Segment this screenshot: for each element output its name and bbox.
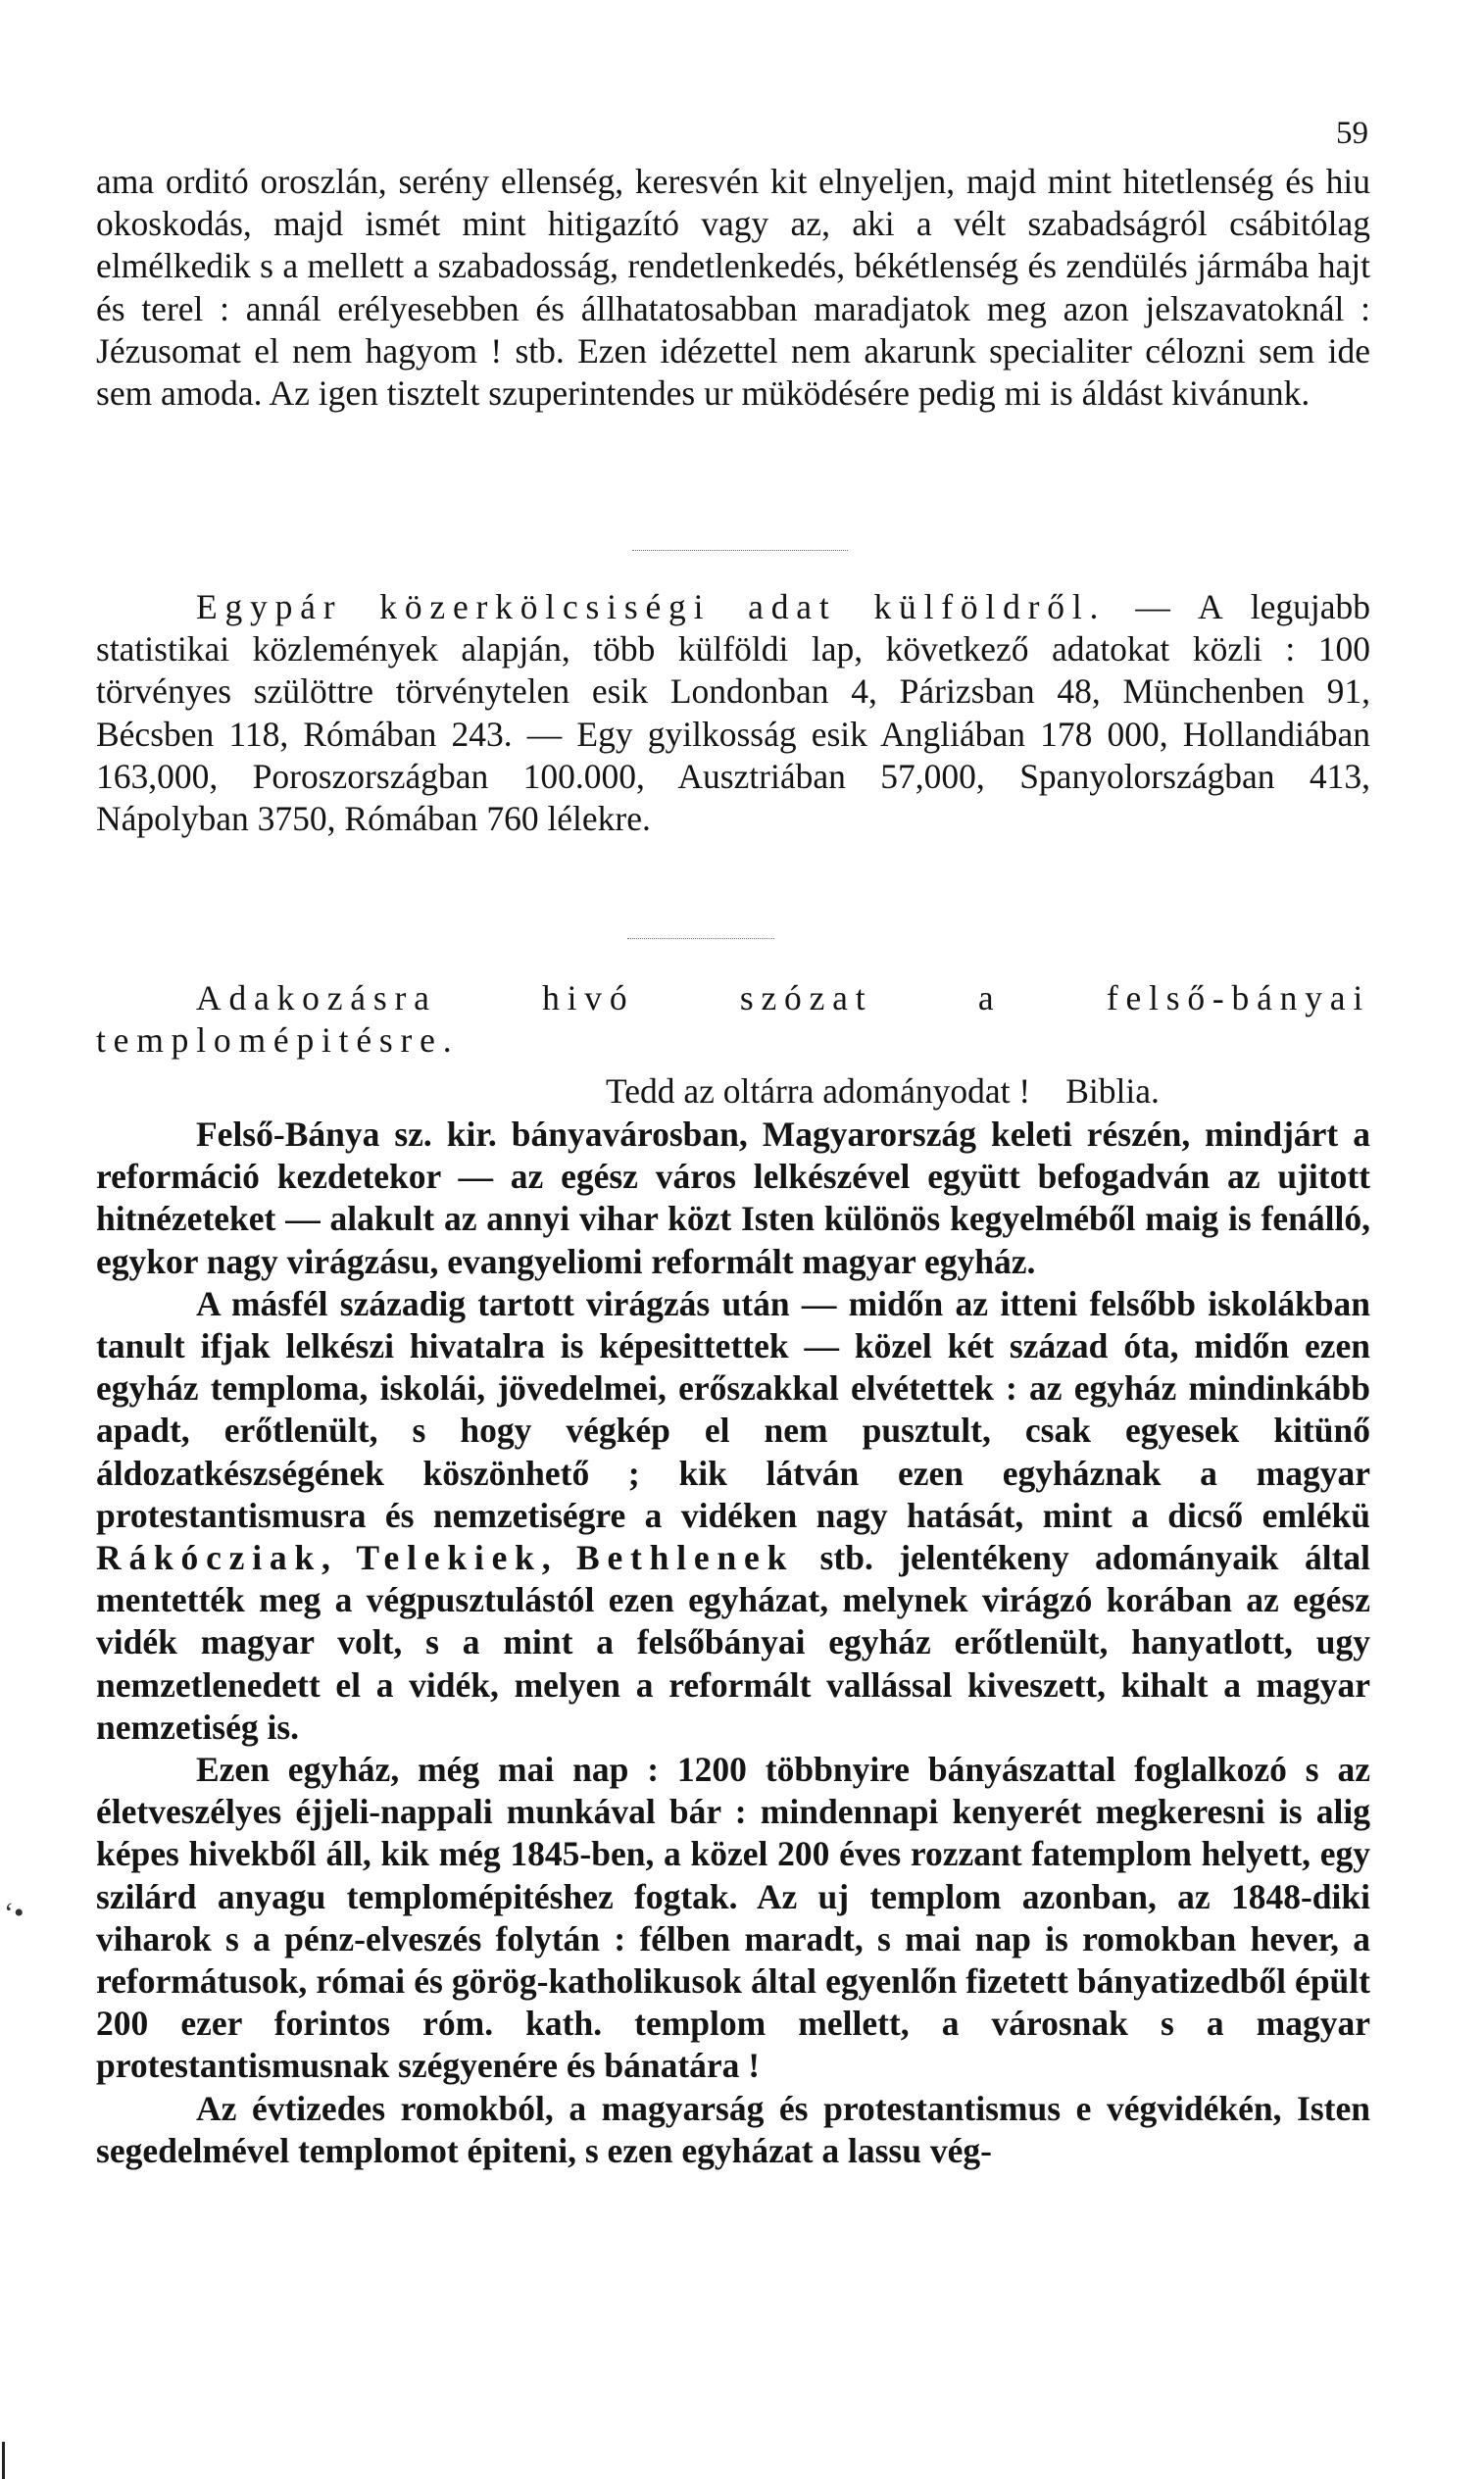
statistics-text: — A legujabb statistikai közlemények alapján, több külföldi lap, következő adatokat közli : 100 törvényes szülöttre törvénytelen esik Londonban 4, Párizsban 48, Münchenben 91, Bécsben 118, Rómában 243. — Egy gyilkosság esik Angliában 178 000, Hollandiában 163,000, Poroszországban 100.000, Ausztriában 57,000, Spanyolországban 413, Nápolyban 3750, Rómában 760 lélekre. (96, 587, 1370, 839)
scan-edge-mark (2, 2442, 5, 2479)
appeal-paragraph-1: Felső-Bánya sz. kir. bányavárosban, Magyarország keleti részén, mindjárt a reformáció kezdetekor — az egész város lelkészével együtt befogadván az ujitott hitnézeteket — alakult az annyi vihar közt Isten különös kegyelméből maig is fenálló, egykor nagy virágzásu, evangyeliomi reformált magyar egyház. (96, 1115, 1370, 1281)
motto-line (606, 1070, 1370, 1113)
name-separator: , (322, 1538, 357, 1578)
appeal-heading-block (96, 977, 1370, 1062)
appeal-body (96, 1114, 1370, 2172)
appeal-paragraph-2-start: A másfél századig tartott virágzás után — midőn az itteni felsőbb iskolákban tanult ifjak lelkészi hivatalra is képesittettek — közel két század óta, midőn ezen egyház temploma, iskolái, jövedelmei, erőszakkal elvétettek : az egyház mindinkább apadt, erőtlenült, s hogy végkép el nem pusztult, csak egyesek kitünő áldozatkészségének köszönhető ; kik látván ezen egyháznak a magyar protestantismusra és nemzetiségre a vidéken nagy hatását, mint a dicső emlékü (96, 1283, 1370, 1535)
opening-paragraph-block (96, 161, 1370, 415)
section-divider (632, 550, 848, 551)
statistics-block (96, 586, 1370, 840)
statistics-heading: Egypár közerkölcsiségi adat külföldről. (196, 587, 1107, 626)
page-number: 59 (1336, 116, 1368, 151)
appeal-paragraph-2 (96, 1283, 1370, 1749)
name-separator: , (541, 1538, 576, 1578)
appeal-paragraph-3: Ezen egyház, még mai nap : 1200 többnyire bányászattal foglalkozó s az életveszélyes éjjeli-nappali munkával bár : mindennapi kenyerét megkeresni is alig képes hivekből áll, kik még 1845-ben, a közel 200 éves rozzant fatemplom helyett, egy szilárd anyagu templomépitéshez fogtak. Az uj templom azonban, az 1848-diki viharok s a pénz-elveszés folytán : félben maradt, s mai nap is romokban hever, a reformátusok, római és görög-katholikusok által egyenlőn fizetett bányatizedből épült 200 ezer forintos róm. kath. templom mellett, a városnak s a magyar protestantismusnak szégyenére és bánatára ! (96, 1750, 1370, 2086)
motto-text: Tedd az oltárra adományodat ! (606, 1071, 1031, 1111)
motto-source: Biblia. (1065, 1071, 1160, 1111)
name-telekiek: Telekiek (356, 1538, 542, 1578)
opening-paragraph: ama orditó oroszlán, serény ellenség, keresvén kit elnyeljen, majd mint hitetlenség és hiu okoskodás, majd ismét mint hitigazító vagy az, aki a vélt szabadságról csábitólag elmélkedik s a mellett a szabadosság, rendetlenkedés, békétlenség és zendülés jármába hajt és terel : annál erélyesebben és állhatatosabban maradjatok meg azon jelszavatoknál : Jézusomat el nem hagyom ! stb. Ezen idézettel nem akarunk specialiter célozni sem ide sem amoda. Az igen tisztelt szuperintendes ur müködésére pedig mi is áldást kivánunk. (96, 162, 1370, 414)
appeal-paragraph-2-end: stb. jelentékeny adományaik által mentették meg a végpusztulástól ezen egyházat, melynek virágzó korában az egész vidék magyar volt, s a mint a felsőbányai egyház erőtlenült, hanyatlott, ugy nemzetlenedett el a vidék, melyen a reformált vallással kiveszett, kihalt a magyar nemzetiség is. (96, 1538, 1371, 1747)
name-bethlenek: Bethlenek (576, 1538, 795, 1578)
statistics-paragraph (96, 586, 1370, 840)
margin-mark: ʻ• (4, 1897, 25, 1929)
section-divider (627, 938, 774, 939)
name-rakocziak: Rákócziak (96, 1538, 322, 1578)
appeal-paragraph-4: Az évtizedes romokból, a magyarság és protestantismus e végvidékén, Isten segedelmével templomot épiteni, s ezen egyházat a lassu vég- (96, 2088, 1370, 2170)
appeal-heading: Adakozásra hivó szózat a felső-bányai templomépitésre. (96, 978, 1370, 1061)
